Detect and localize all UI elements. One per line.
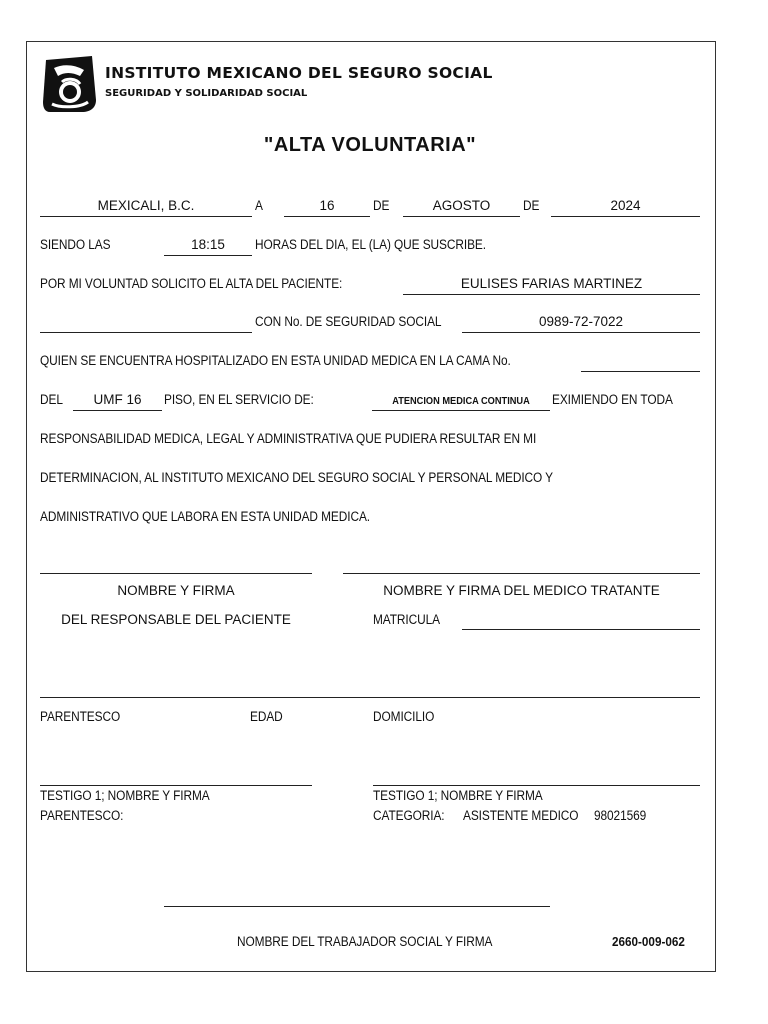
relative-info-line [40, 697, 700, 698]
nss-underline [462, 332, 700, 333]
matricula-underline [462, 629, 700, 630]
form-code: 2660-009-062 [612, 934, 685, 949]
responsible-label-2: DEL RESPONSABLE DEL PACIENTE [61, 612, 291, 627]
label-hospitalizado: QUIEN SE ENCUENTRA HOSPITALIZADO EN ESTA UNIDAD MEDICA EN LA CAMA No. [40, 353, 511, 368]
paragraph-line-2: DETERMINACION, AL INSTITUTO MEXICANO DEL SEGURO SOCIAL Y PERSONAL MEDICO Y [40, 470, 554, 485]
label-horas: HORAS DEL DIA, EL (LA) QUE SUSCRIBE. [255, 237, 486, 252]
label-de-1: DE [373, 198, 390, 213]
label-eximiendo: EXIMIENDO EN TODA [552, 392, 673, 407]
label-siendo-las: SIENDO LAS [40, 237, 111, 252]
day-underline [284, 216, 370, 217]
year-underline [551, 216, 700, 217]
witness-left-line [40, 785, 312, 786]
responsible-signature-line [40, 573, 312, 574]
label-matricula: MATRICULA [373, 612, 440, 627]
time-underline [164, 255, 252, 256]
responsible-label-1: NOMBRE Y FIRMA [117, 583, 235, 598]
day-value: 16 [319, 198, 335, 213]
paragraph-line-1: RESPONSABILIDAD MEDICA, LEGAL Y ADMINISTRATIVA QUE PUDIERA RESULTAR EN MI [40, 431, 537, 446]
witness-left-parentesco: PARENTESCO: [40, 808, 124, 823]
label-piso: PISO, EN EL SERVICIO DE: [164, 392, 314, 407]
category-number: 98021569 [594, 808, 647, 823]
patient-name-value: EULISES FARIAS MARTINEZ [460, 276, 643, 291]
label-nss: CON No. DE SEGURIDAD SOCIAL [255, 314, 442, 329]
label-edad: EDAD [250, 709, 283, 724]
org-subtitle: SEGURIDAD Y SOLIDARIDAD SOCIAL [105, 88, 308, 99]
witness-right-label: TESTIGO 1; NOMBRE Y FIRMA [373, 788, 543, 803]
label-solicito-alta: POR MI VOLUNTAD SOLICITO EL ALTA DEL PACIENTE: [40, 276, 343, 291]
doctor-signature-line [343, 573, 700, 574]
witness-right-line [373, 785, 700, 786]
city-underline [40, 216, 252, 217]
service-value: ATENCION MEDICA CONTINUA [392, 395, 530, 407]
label-del: DEL [40, 392, 63, 407]
label-parentesco: PARENTESCO [40, 709, 121, 724]
imss-logo-icon [40, 54, 100, 114]
city-value: MEXICALI, B.C. [97, 198, 195, 213]
label-domicilio: DOMICILIO [373, 709, 435, 724]
social-worker-signature-line [164, 906, 550, 907]
label-de-2: DE [523, 198, 540, 213]
year-value: 2024 [610, 198, 641, 213]
unit-underline [73, 410, 162, 411]
bed-underline [581, 371, 700, 372]
month-value: AGOSTO [432, 198, 491, 213]
document-title: "ALTA VOLUNTARIA" [263, 134, 477, 156]
org-name: INSTITUTO MEXICANO DEL SEGURO SOCIAL [105, 64, 493, 82]
service-underline [372, 410, 550, 411]
doctor-label: NOMBRE Y FIRMA DEL MEDICO TRATANTE [383, 583, 660, 598]
time-value: 18:15 [191, 237, 225, 252]
blank-underline [40, 332, 252, 333]
patient-name-underline [403, 294, 700, 295]
label-a: A [255, 198, 263, 213]
paragraph-line-3: ADMINISTRATIVO QUE LABORA EN ESTA UNIDAD MEDICA. [40, 509, 371, 524]
unit-value: UMF 16 [93, 392, 142, 407]
witness-left-label: TESTIGO 1; NOMBRE Y FIRMA [40, 788, 210, 803]
nss-value: 0989-72-7022 [538, 314, 624, 329]
label-categoria: CATEGORIA: [373, 808, 445, 823]
month-underline [403, 216, 520, 217]
category-value: ASISTENTE MEDICO [463, 808, 579, 823]
form-frame [26, 41, 716, 972]
social-worker-label: NOMBRE DEL TRABAJADOR SOCIAL Y FIRMA [237, 934, 493, 949]
